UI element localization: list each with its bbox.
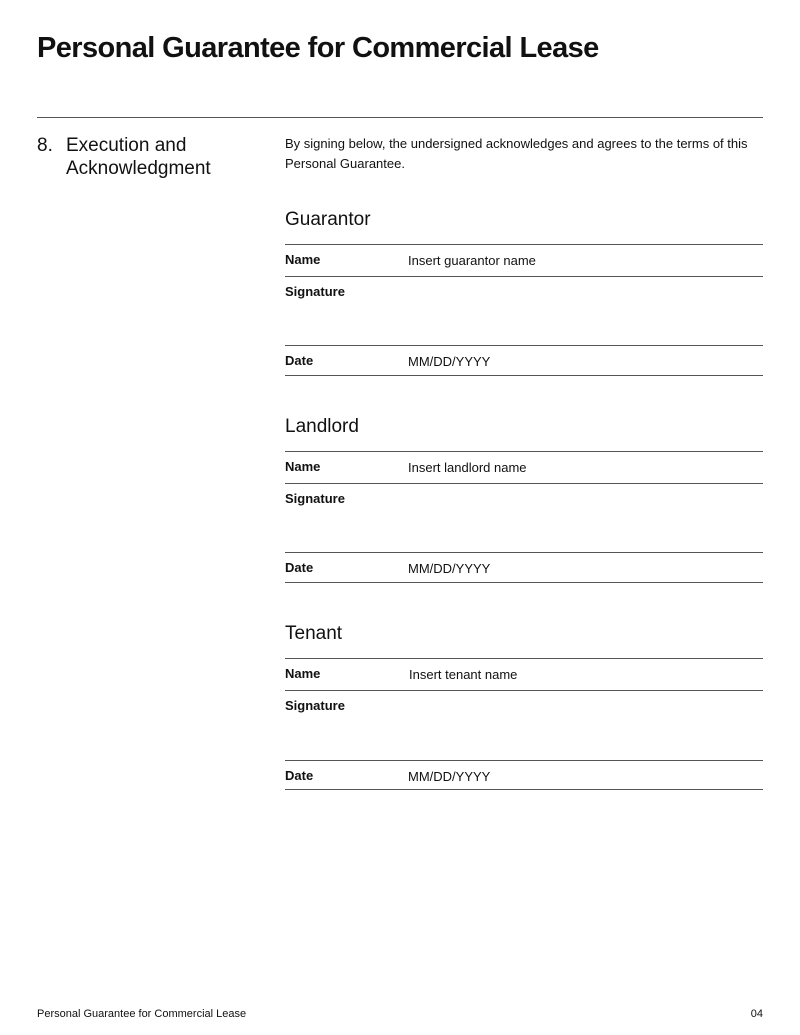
guarantor-name-field[interactable]: Insert guarantor name	[408, 253, 536, 268]
guarantor-date-label: Date	[285, 353, 314, 368]
guarantor-name-label: Name	[285, 252, 321, 267]
landlord-name-label: Name	[285, 459, 321, 474]
section-title: Execution and Acknowledgment	[66, 135, 211, 179]
footer-document-title: Personal Guarantee for Commercial Lease	[37, 1008, 247, 1020]
landlord-title: Landlord	[285, 416, 359, 437]
document-title: Personal Guarantee for Commercial Lease	[37, 32, 599, 64]
divider	[285, 483, 763, 484]
landlord-date-field[interactable]: MM/DD/YYYY	[408, 561, 491, 576]
divider	[285, 276, 763, 277]
guarantor-signature-label: Signature	[285, 284, 345, 299]
divider	[285, 451, 763, 452]
tenant-title: Tenant	[285, 623, 343, 644]
divider	[285, 552, 763, 553]
tenant-signature-field[interactable]	[408, 702, 763, 752]
tenant-date-label: Date	[285, 768, 314, 783]
divider	[285, 760, 763, 761]
landlord-signature-field[interactable]	[408, 495, 763, 545]
landlord-signature-label: Signature	[285, 491, 345, 506]
page-number: 04	[750, 1008, 763, 1020]
divider	[285, 244, 763, 245]
divider	[285, 582, 763, 583]
section-heading	[37, 134, 267, 180]
divider	[285, 375, 763, 376]
tenant-signature-label: Signature	[285, 698, 345, 713]
title-divider	[37, 117, 763, 118]
landlord-name-field[interactable]: Insert landlord name	[408, 460, 527, 475]
divider	[285, 345, 763, 346]
guarantor-title: Guarantor	[285, 209, 371, 230]
guarantor-signature-field[interactable]	[408, 288, 763, 338]
guarantor-date-field[interactable]: MM/DD/YYYY	[408, 354, 491, 369]
tenant-name-label: Name	[285, 666, 321, 681]
section-intro: By signing below, the undersigned acknowledges and agrees to the terms of this Personal Guarantee.	[285, 136, 748, 171]
tenant-name-field[interactable]: Insert tenant name	[409, 667, 518, 682]
divider	[285, 658, 763, 659]
divider	[285, 789, 763, 790]
landlord-date-label: Date	[285, 560, 314, 575]
tenant-date-field[interactable]: MM/DD/YYYY	[408, 769, 491, 784]
divider	[285, 690, 763, 691]
section-number: 8.	[37, 135, 53, 156]
